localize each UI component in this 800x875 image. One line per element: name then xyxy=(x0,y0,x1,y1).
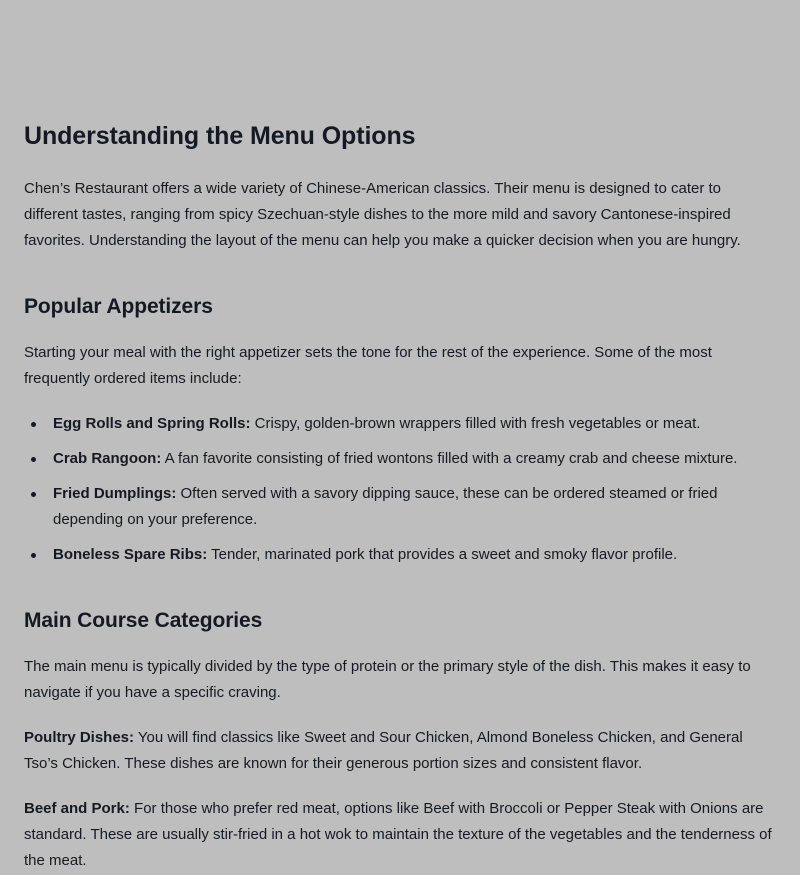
menu-options-intro: Chen’s Restaurant offers a wide variety of Chinese-American classics. Their menu is designed to cater to different tastes, ranging from spicy Szechuan-style dishes to the more mild and savory Cantonese-inspired favorites. Understanding the layout of the menu can help you make a quicker decision when you are hungry. xyxy=(24,180,741,249)
appetizer-name: Fried Dumplings: xyxy=(53,485,177,502)
heading-popular-appetizers: Popular Appetizers xyxy=(24,295,213,318)
appetizer-description: Often served with a savory dipping sauce, these can be ordered steamed or fried depending on your preference. xyxy=(53,485,718,528)
beef-pork-label: Beef and Pork: xyxy=(24,800,130,817)
bullet-icon xyxy=(31,492,36,497)
appetizer-description: A fan favorite consisting of fried wontons filled with a creamy crab and cheese mixture. xyxy=(161,450,738,467)
bullet-icon xyxy=(31,457,36,462)
list-item xyxy=(53,446,776,472)
poultry-label: Poultry Dishes: xyxy=(24,729,135,746)
section-spacer xyxy=(24,273,776,292)
list-item xyxy=(53,481,776,533)
appetizer-name: Crab Rangoon: xyxy=(53,450,162,467)
appetizers-intro: Starting your meal with the right appetizer sets the tone for the rest of the experience. Some of the most frequently ordered items include: xyxy=(24,344,712,387)
bullet-icon xyxy=(31,422,36,427)
section-spacer xyxy=(24,587,776,606)
appetizer-name: Boneless Spare Ribs: xyxy=(53,546,208,563)
appetizer-description: Tender, marinated pork that provides a sweet and smoky flavor profile. xyxy=(207,546,678,563)
appetizer-name: Egg Rolls and Spring Rolls: xyxy=(53,415,251,432)
poultry-text: You will find classics like Sweet and Sour Chicken, Almond Boneless Chicken, and General Tso’s Chicken. These dishes are known for their generous portion sizes and consistent flavor. xyxy=(24,729,743,772)
beef-pork-text: For those who prefer red meat, options like Beef with Broccoli or Pepper Steak with Onions are standard. These are usually stir-fried in a hot wok to maintain the texture of the vegetables and the tenderness of the meat. xyxy=(24,800,772,869)
heading-menu-options: Understanding the Menu Options xyxy=(24,122,416,150)
poultry-paragraph xyxy=(24,725,776,777)
main-course-intro: The main menu is typically divided by the type of protein or the primary style of the dish. This makes it easy to navigate if you have a specific craving. xyxy=(24,658,751,701)
bullet-icon xyxy=(31,553,36,558)
heading-main-course-categories: Main Course Categories xyxy=(24,609,263,632)
appetizer-description: Crispy, golden-brown wrappers filled with fresh vegetables or meat. xyxy=(250,415,701,432)
beef-pork-paragraph xyxy=(24,796,776,874)
list-item xyxy=(53,411,776,437)
appetizer-list xyxy=(24,411,776,568)
list-item xyxy=(53,542,776,568)
